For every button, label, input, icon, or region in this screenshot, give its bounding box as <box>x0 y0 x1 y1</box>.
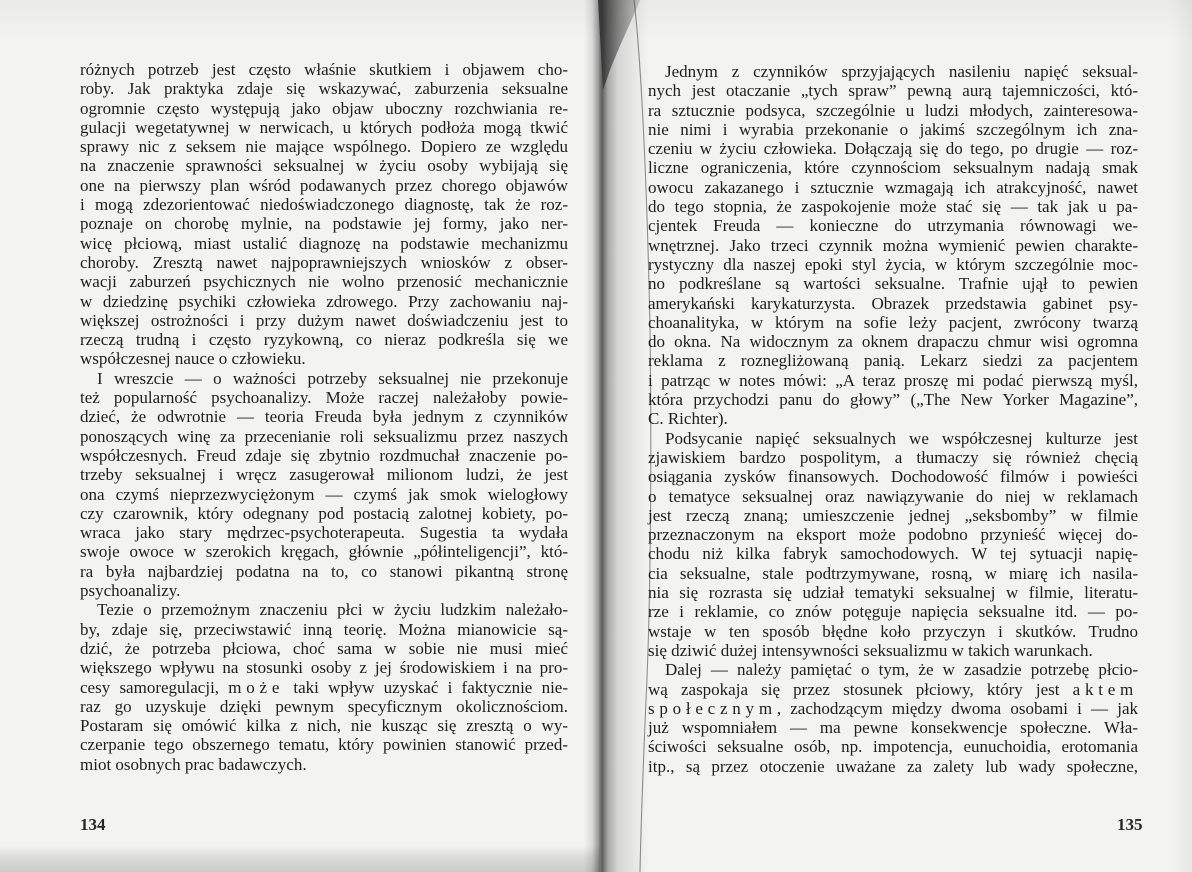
text-line: roby. Jak praktyka zdaje się wskazywać, zaburzenia seksualne <box>80 79 568 99</box>
text-line: trzeby seksualnej i wręcz zasugerował milionom ludzi, że jest <box>80 465 568 485</box>
text-line: i patrząc w notes mówi: „A teraz proszę mi podać pierwszą myśl, <box>648 370 1138 390</box>
spaced-emphasis-word: społecznym <box>648 698 777 718</box>
text-line: chodu niż kilka fabryk samochodowych. W tej sytuacji napię- <box>648 544 1138 564</box>
text-line: Dalej — należy pamiętać o tym, że w zasadzie potrzebę płcio- <box>665 660 1138 680</box>
text-line: wacji zaburzeń psychicznych nie wolno przenosić mechanicznie <box>80 272 568 292</box>
text-line: ściwości seksualne osób, np. impotencja, eunuchoidia, erotomania <box>648 737 1138 757</box>
text-line: by, zdaje się, przeciwstawić inną teorię. Można mianowicie są- <box>80 619 568 639</box>
text-line: do okna. Na widocznym za oknem drapaczu chmur wisi ogromna <box>648 332 1138 352</box>
paragraph <box>648 660 1138 776</box>
text-line: wraca jako stary mędrzec-psychoterapeuta. Sugestia ta wydała <box>80 523 568 543</box>
text-line: współczesnej nauce o człowieku. <box>80 349 306 369</box>
text-line: większej ostrożności i przy dużym nawet doświadczeniu jest to <box>80 310 568 330</box>
text-line: też popularność psychoanalizy. Może raczej należałoby powie- <box>80 388 568 408</box>
text-line: poznaje on chorobę mylnie, na podstawie jej formy, jako ner- <box>80 214 568 234</box>
text-line: czerpanie tego obszernego tematu, który powinien stanowić przed- <box>80 735 568 755</box>
text-line: ona czymś nieprzezwyciężonym — czymś jak smok wielogłowy <box>80 484 568 504</box>
text-line: ra była najbardziej podatna na to, co stanowi pikantną stronę <box>80 561 568 581</box>
text-line: gulacji wegetatywnej w nerwicach, u których podłoża mogą tkwić <box>80 117 568 137</box>
text-line: rystyczny dla naszej epoki styl życia, w którym szczególnie moc- <box>648 254 1138 274</box>
text-line: reklama z roznegliżowaną panią. Lekarz siedzi za pacjentem <box>648 351 1138 371</box>
text-line: C. Richter). <box>648 409 728 429</box>
text-line: I wreszcie — o ważności potrzeby seksualnej nie przekonuje <box>97 368 568 388</box>
text-line: Podsycanie napięć seksualnych we współczesnej kulturze jest <box>665 428 1138 448</box>
text-line: raz go uzyskuje dzięki pewnym specyficznym okolicznościom. <box>80 696 568 716</box>
line-segment: wą zaspokaja się przez stosunek płciowy, który jest <box>648 679 1073 699</box>
text-line: liczne ograniczenia, które czynnościom seksualnym nadają smak <box>648 158 1138 178</box>
text-line: różnych potrzeb jest często właśnie skutkiem i objawem cho- <box>80 60 568 79</box>
text-line: no podkreślane są wartości seksualne. Trafnie ujął to pewien <box>648 274 1138 294</box>
line-segment: taki wpływ uzyskać i faktycznie nie- <box>284 677 568 697</box>
text-line: ponoszących winę za przecenianie roli seksualizmu przez naszych <box>80 426 568 446</box>
text-line: nia się rozrasta się udział tematyki seksualnej w filmie, literatu- <box>648 583 1138 603</box>
paragraph <box>80 60 568 369</box>
text-line: jest rzeczą znaną; umieszczenie jednej „seksbomby” w filmie <box>648 505 1138 525</box>
line-segment: cesy samoregulacji, <box>80 677 229 697</box>
gutter-shadow <box>584 0 648 872</box>
text-line: amerykański karykaturzysta. Obrazek przedstawia gabinet psy- <box>648 293 1138 313</box>
paragraph <box>80 369 568 601</box>
text-line: swoje owoce w szerokich kręgach, głównie „półinteligencji”, któ- <box>80 542 568 562</box>
text-line: choroby. Zresztą nawet najpoprawniejszych wniosków z obser- <box>80 252 568 272</box>
text-line: Postaram się omówić kilka z nich, nie kusząc się zresztą o wy- <box>80 716 568 736</box>
text-line: choanalityka, w którym na sofie leży pacjent, zwrócony twarzą <box>648 312 1138 332</box>
text-line <box>80 678 568 697</box>
text-line: czy czarownik, który odegnany pod postacią zalotnej kobiety, po- <box>80 503 568 523</box>
text-line <box>648 680 1138 699</box>
text-line: cjentek Freuda — konieczne do utrzymania równowagi we- <box>648 216 1138 236</box>
page-number-left: 134 <box>80 815 106 834</box>
text-line: zjawiskiem bardzo pospolitym, a tłumaczy się również chęcią <box>648 447 1138 467</box>
text-line: która przychodzi panu do głowy” („The New Yorker Magazine”, <box>648 390 1138 410</box>
text-line: i mogą zdezorientować niedoświadczonego diagnostę, tak że roz- <box>80 195 568 215</box>
left-page-text <box>80 60 568 774</box>
text-line: miot osobnych prac badawczych. <box>80 754 307 774</box>
text-line: do tego stopnia, że zaspokojenie może stać się — tak jak u pa- <box>648 197 1138 217</box>
text-line: czeniu w życiu człowieka. Dołączają się do tego, po drugie — roz- <box>648 139 1138 159</box>
text-line: one na pierwszy plan wśród podawanych przez chorego objawów <box>80 175 568 195</box>
text-line: sprawy nic z seksem nie mające wspólnego. Dopiero ze względu <box>80 137 568 157</box>
page-right-edge-shadow <box>1170 0 1192 872</box>
text-line: psychoanalizy. <box>80 581 181 601</box>
text-line: w dziedzinę psychiki człowieka zdrowego. Przy zachowaniu naj- <box>80 291 568 311</box>
text-line: ogromnie często występują jako objaw uboczny rozchwiania re- <box>80 98 568 118</box>
text-line: itp., są przez otoczenie uważane za zalety lub wady społeczne, <box>648 756 1138 776</box>
text-line: osiągania zysków finansowych. Dochodowość filmów i powieści <box>648 467 1138 487</box>
text-line: nie nimi i wyrabia przekonanie o jakimś szczególnym ich zna- <box>648 119 1138 139</box>
spaced-emphasis-word: aktem <box>1072 679 1138 699</box>
text-line: się dziwić dużej intensywności seksualizmu w takich warunkach. <box>648 640 1093 660</box>
line-segment: , zachodzącym między dwoma osobami i — jak <box>776 698 1138 718</box>
text-line: rzeczą trudną i często ryzykowną, co nieraz podkreśla się we <box>80 330 568 350</box>
text-line: o tematyce seksualnej oraz nawiązywanie do niej w reklamach <box>648 486 1138 506</box>
paragraph <box>648 62 1138 429</box>
text-line: cia seksualne, stale podtrzymywane, rosną, w miarę ich nasila- <box>648 563 1138 583</box>
paragraph <box>648 429 1138 661</box>
text-line: owocu zakazanego i sztucznie wzmagają ich atrakcyjność, nawet <box>648 177 1138 197</box>
text-line: Tezie o przemożnym znaczeniu płci w życiu ludzkim należało- <box>97 600 568 620</box>
paragraph <box>80 600 568 774</box>
text-line: wstaje w ten sposób błędne koło przyczyn i skutków. Trudno <box>648 621 1138 641</box>
right-page-text <box>648 62 1138 776</box>
text-line: rze i reklamie, co znów potęguje napięcia seksualne itd. — po- <box>648 602 1138 622</box>
page-bottom-edge-shadow <box>0 846 600 872</box>
page-number-right: 135 <box>1117 815 1143 834</box>
text-line: nych jest otaczanie „tych spraw” pewną aurą tajemniczości, któ- <box>648 81 1138 101</box>
text-line: wnętrznej. Jako trzeci czynnik można wymienić pewien charakte- <box>648 235 1138 255</box>
text-line: ra sztucznie podsyca, szczególnie u ludzi młodych, zainteresowa- <box>648 100 1138 120</box>
text-line: dzić, że potrzeba płciowa, choć sama w sobie nie musi mieć <box>80 638 568 658</box>
text-line: wicę płciową, miast ustalić diagnozę na podstawie mechanizmu <box>80 233 568 253</box>
spaced-emphasis-word: może <box>228 677 285 697</box>
text-line: Jednym z czynników sprzyjających nasileniu napięć seksual- <box>665 62 1138 81</box>
text-line: na znaczenie sprawności seksualnej w życiu osoby wybijają się <box>80 156 568 176</box>
text-line: większego wpływu na stosunki osoby z jej środowiskiem i na pro- <box>80 658 568 678</box>
text-line: już wspomniałem — ma pewne konsekwencje społeczne. Wła- <box>648 718 1138 738</box>
text-line: współczesnych. Freud zdaje się zbytnio rozdmuchał znaczenie po- <box>80 445 568 465</box>
text-line: przeznaczonym na eksport może podobno przynieść więcej do- <box>648 525 1138 545</box>
text-line: dzieć, że odwrotnie — teoria Freuda była jednym z czynników <box>80 407 568 427</box>
text-line <box>648 699 1138 718</box>
